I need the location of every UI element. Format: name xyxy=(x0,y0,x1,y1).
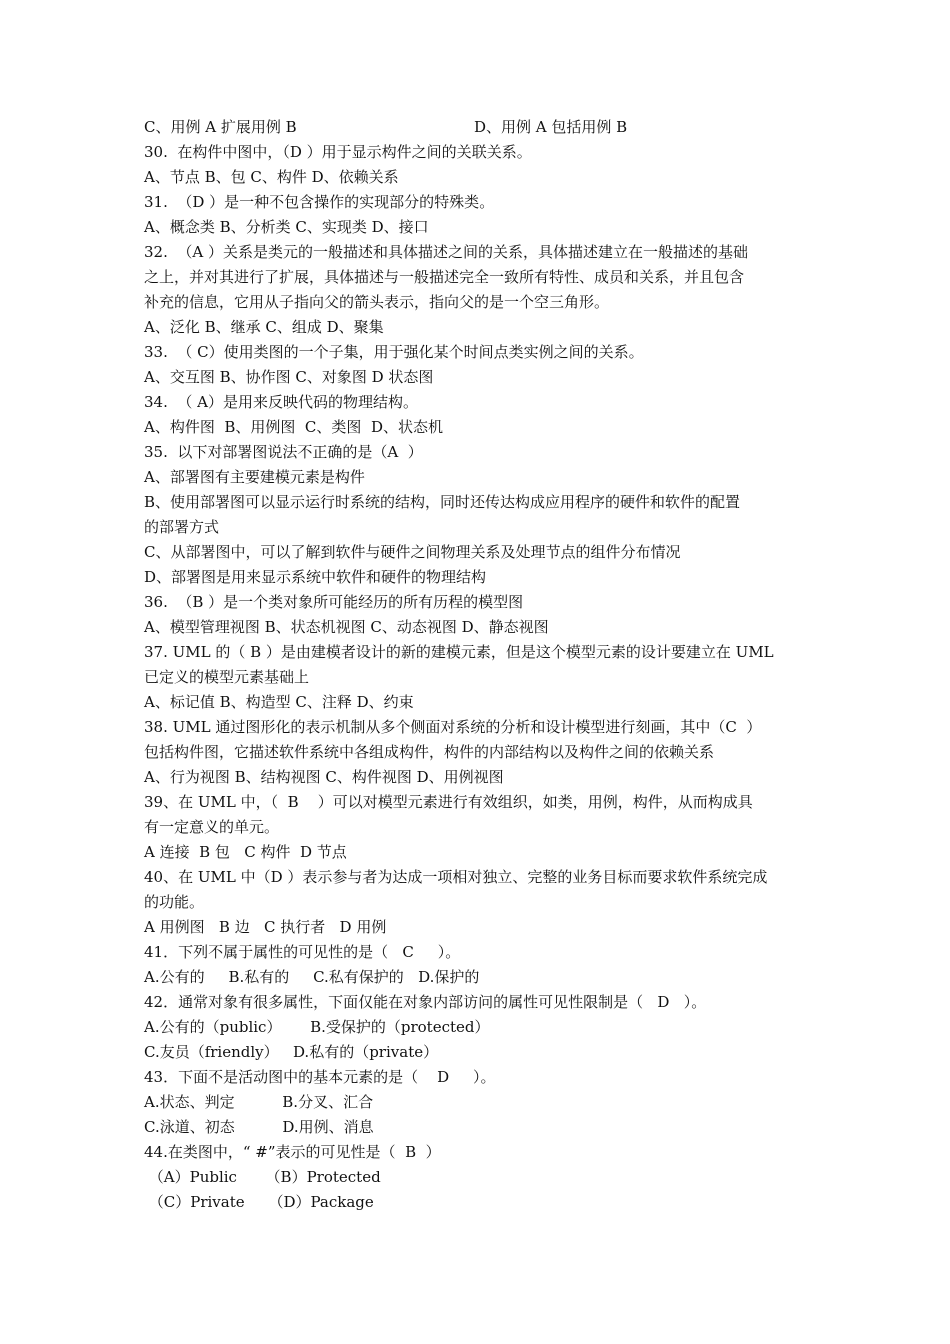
text-line: （C）Private （D）Package xyxy=(144,1193,374,1211)
text-line: （A）Public （B）Protected xyxy=(144,1168,381,1186)
text-line: 39、在 UML 中，（ B ）可以对模型元素进行有效组织，如类，用例，构件，从而构成具 xyxy=(144,793,753,811)
option-row xyxy=(144,115,816,140)
text-line: 的部署方式 xyxy=(144,518,220,536)
text-line: 44.在类图中，“ #”表示的可见性是（ B ） xyxy=(144,1143,441,1161)
text-line: 32. （A ）关系是类元的一般描述和具体描述之间的关系，具体描述建立在一般描述的基础 xyxy=(144,243,748,261)
text-line: A、构件图 B、用例图 C、类图 D、状态机 xyxy=(144,418,443,436)
text-line: 40、在 UML 中（D ）表示参与者为达成一项相对独立、完整的业务目标而要求软件系统完成 xyxy=(144,868,768,886)
text-line: A.公有的 B.私有的 C.私有保护的 D.保护的 xyxy=(144,968,480,986)
text-line: A、节点 B、包 C、构件 D、依赖关系 xyxy=(144,168,399,186)
text-line: B、使用部署图可以显示运行时系统的结构，同时还传达构成应用程序的硬件和软件的配置 xyxy=(144,493,741,511)
text-line: 已定义的模型元素基础上 xyxy=(144,668,310,686)
text-line: 33. （ C）使用类图的一个子集，用于强化某个时间点类实例之间的关系。 xyxy=(144,343,644,361)
text-line: 之上，并对其进行了扩展，具体描述与一般描述完全一致所有特性、成员和关系，并且包含 xyxy=(144,268,745,286)
text-line: D、部署图是用来显示系统中软件和硬件的物理结构 xyxy=(144,568,487,586)
option-text: C、用例 A 扩展用例 B xyxy=(144,118,297,136)
text-line: 36. （B ）是一个类对象所可能经历的所有历程的模型图 xyxy=(144,593,524,611)
text-line: 38. UML 通过图形化的表示机制从多个侧面对系统的分析和设计模型进行刻画，其中（C ） xyxy=(144,718,762,736)
text-line: A、部署图有主要建模元素是构件 xyxy=(144,468,365,486)
text-line: 31. （D ）是一种不包含操作的实现部分的特殊类。 xyxy=(144,193,495,211)
text-line: A、行为视图 B、结构视图 C、构件视图 D、用例视图 xyxy=(144,768,504,786)
text-line: 43．下面不是活动图中的基本元素的是（ D ）。 xyxy=(144,1068,496,1086)
text-line: A、泛化 B、继承 C、组成 D、聚集 xyxy=(144,318,384,336)
text-line: A 连接 B 包 C 构件 D 节点 xyxy=(144,843,347,861)
text-line: 42．通常对象有很多属性，下面仅能在对象内部访问的属性可见性限制是（ D ）。 xyxy=(144,993,707,1011)
text-line: 的功能。 xyxy=(144,893,205,911)
text-line: 包括构件图，它描述软件系统中各组成构件，构件的内部结构以及构件之间的依赖关系 xyxy=(144,743,715,761)
text-line: C、从部署图中，可以了解到软件与硬件之间物理关系及处理节点的组件分布情况 xyxy=(144,543,681,561)
text-line: A.公有的（public） B.受保护的（protected） xyxy=(144,1018,490,1036)
text-line: 补充的信息，它用从子指向父的箭头表示，指向父的是一个空三角形。 xyxy=(144,293,610,311)
text-line: 41．下列不属于属性的可见性的是（ C ）。 xyxy=(144,943,461,961)
text-line: A、交互图 B、协作图 C、对象图 D 状态图 xyxy=(144,368,434,386)
text-line: 34. （ A）是用来反映代码的物理结构。 xyxy=(144,393,418,411)
text-line: 有一定意义的单元。 xyxy=(144,818,280,836)
text-line: C.泳道、初态 D.用例、消息 xyxy=(144,1118,374,1136)
document-page xyxy=(144,115,816,1215)
text-line: 35. 以下对部署图说法不正确的是（A ） xyxy=(144,443,423,461)
text-line: 37. UML 的（ B ）是由建模者设计的新的建模元素，但是这个模型元素的设计要建立在 UML xyxy=(144,643,774,661)
text-line: A.状态、判定 B.分叉、汇合 xyxy=(144,1093,374,1111)
text-line: 30. 在构件中图中，（D ）用于显示构件之间的关联关系。 xyxy=(144,143,532,161)
text-line: A、模型管理视图 B、状态机视图 C、动态视图 D、静态视图 xyxy=(144,618,549,636)
text-line: C.友员（friendly） D.私有的（private） xyxy=(144,1043,439,1061)
text-line: A、标记值 B、构造型 C、注释 D、约束 xyxy=(144,693,414,711)
text-line: A、概念类 B、分析类 C、实现类 D、接口 xyxy=(144,218,429,236)
option-text: D、用例 A 包括用例 B xyxy=(474,118,628,136)
text-line: A 用例图 B 边 C 执行者 D 用例 xyxy=(144,918,387,936)
